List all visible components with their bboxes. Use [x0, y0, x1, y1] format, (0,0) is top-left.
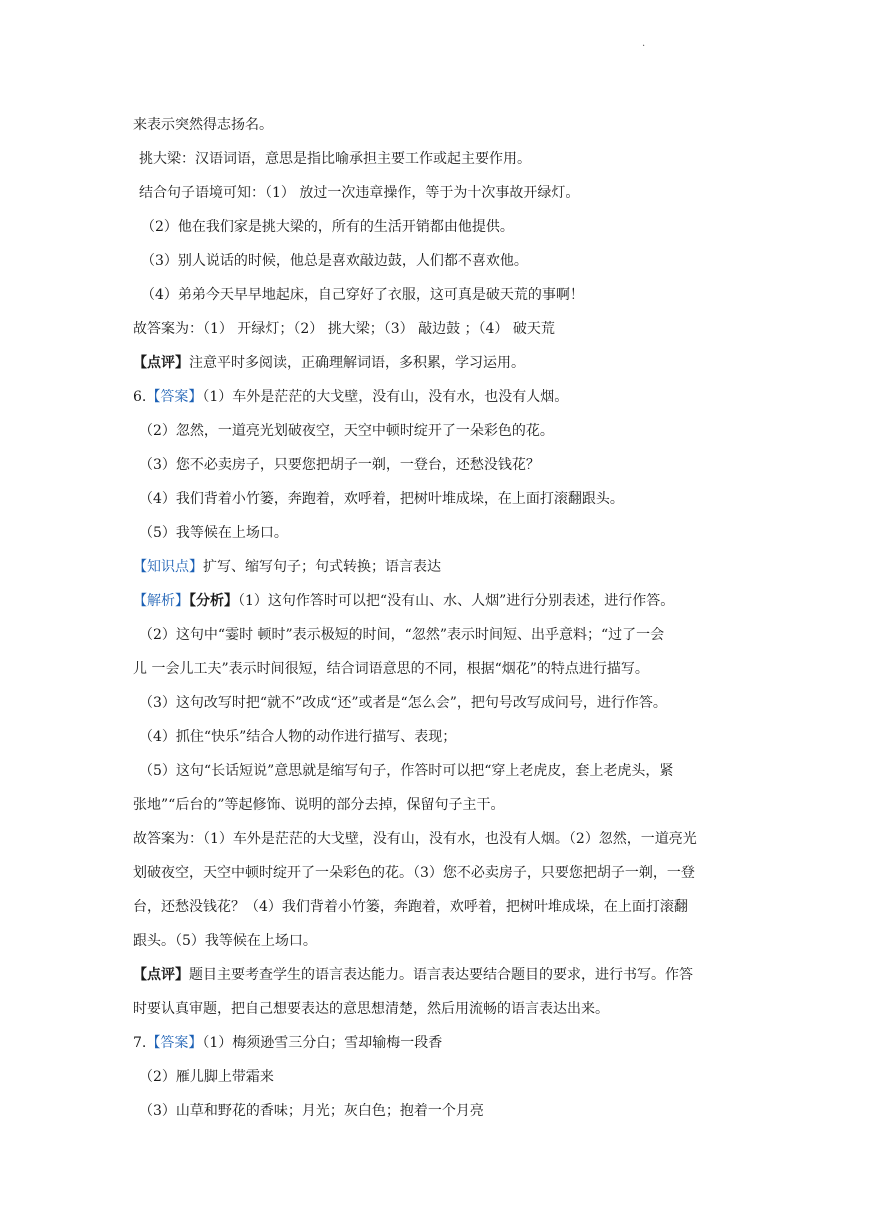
text-line: （5）这句“长话短说”意思就是缩写句子，作答时可以把“穿上老虎皮，套上老虎头，紧	[139, 763, 674, 779]
comment-line	[133, 958, 743, 992]
text-line: （3）您不必卖房子，只要您把胡子一剃，一登台，还愁没钱花？	[139, 457, 540, 473]
answer-summary-line: 故答案为：（1） 开绿灯；（2） 挑大梁；（3） 敲边鼓 ；（4） 破天荒	[133, 321, 555, 337]
analysis-tag: 【解析】	[133, 593, 189, 609]
text-line: （5）我等候在上场口。	[139, 525, 288, 541]
comment-tag: 【点评】	[133, 355, 189, 371]
comment-line	[133, 346, 743, 380]
text-line: （3）山草和野花的香味；月光；灰白色；抱着一个月亮	[139, 1103, 484, 1119]
text-line: 张地”“后台的”等起修饰、说明的部分去掉，保留句子主干。	[133, 797, 505, 813]
text-line: （2）忽然，一道亮光划破夜空，天空中顿时绽开了一朵彩色的花。	[139, 423, 554, 439]
analysis-line	[133, 584, 743, 618]
text-line: 时要认真审题，把自己想要表达的意思想清楚，然后用流畅的语言表达出来。	[133, 1001, 609, 1017]
comment-text: 题目主要考查学生的语言表达能力。语言表达要结合题目的要求，进行书写。作答	[189, 967, 693, 983]
knowledge-tag: 【知识点】	[133, 559, 203, 575]
text-line: （2）这句中“霎时 顿时”表示极短的时间，“忽然”表示时间短、出乎意料；“过了一会	[139, 627, 665, 643]
text-line: 来表示突然得志扬名。	[133, 117, 273, 133]
text-line: （2）他在我们家是挑大梁的，所有的生活开销都由他提供。	[141, 219, 514, 235]
text-line: 挑大梁：汉语词语，意思是指比喻承担主要工作或起主要作用。	[139, 151, 531, 167]
knowledge-point-line	[133, 550, 743, 584]
analysis-subtag: 【分析】	[189, 593, 238, 609]
document-body	[133, 108, 743, 1128]
answer-tag: 【答案】	[146, 389, 203, 405]
question-answer-line	[133, 380, 743, 414]
answer-text: （1）梅须逊雪三分白；雪却输梅一段香	[202, 1035, 443, 1051]
text-line: （3）别人说话的时候，他总是喜欢敲边鼓，人们都不喜欢他。	[141, 253, 528, 269]
text-line: （4）弟弟今天早早地起床，自己穿好了衣服，这可真是破天荒的事啊！	[141, 287, 584, 303]
comment-text: 注意平时多阅读，正确理解词语，多积累，学习运用。	[189, 355, 525, 371]
text-line: 台，还愁没钱花？（4）我们背着小竹篓，奔跑着，欢呼着，把树叶堆成垛，在上面打滚翻	[133, 899, 688, 915]
answer-tag: 【答案】	[146, 1035, 203, 1051]
text-line: 儿 一会儿工夫”表示时间很短，结合词语意思的不同，根据“烟花”的特点进行描写。	[133, 661, 649, 677]
text-line: （3）这句改写时把“就不”改成“还”或者是“怎么会”，把句号改写成问号，进行作答。	[139, 695, 667, 711]
text-line: 结合句子语境可知：（1） 放过一次违章操作，等于为十次事故开绿灯。	[139, 185, 580, 201]
text-line: （4）我们背着小竹篓，奔跑着，欢呼着，把树叶堆成垛，在上面打滚翻跟头。	[139, 491, 624, 507]
text-line: （2）雁儿脚上带霜来	[139, 1069, 274, 1085]
answer-summary-line: 故答案为：（1）车外是茫茫的大戈壁，没有山，没有水，也没有人烟。（2）忽然，一道亮光	[133, 831, 697, 847]
comment-tag: 【点评】	[133, 967, 189, 983]
text-line: 跟头。（5）我等候在上场口。	[133, 933, 317, 949]
analysis-text: （1）这句作答时可以把“没有山、水、人烟”进行分别表述，进行作答。	[238, 593, 675, 609]
header-dot: .	[642, 38, 646, 49]
text-line: （4）抓住“快乐”结合人物的动作进行描写、表现；	[139, 729, 457, 745]
question-answer-line	[133, 1026, 743, 1060]
question-number: 6.	[133, 389, 147, 405]
text-line: 划破夜空，天空中顿时绽开了一朵彩色的花。（3）您不必卖房子，只要您把胡子一剃，一登	[133, 865, 695, 881]
knowledge-text: 扩写、缩写句子；句式转换；语言表达	[203, 559, 441, 575]
question-number: 7.	[133, 1035, 147, 1051]
answer-text: （1）车外是茫茫的大戈壁，没有山，没有水，也没有人烟。	[202, 389, 569, 405]
